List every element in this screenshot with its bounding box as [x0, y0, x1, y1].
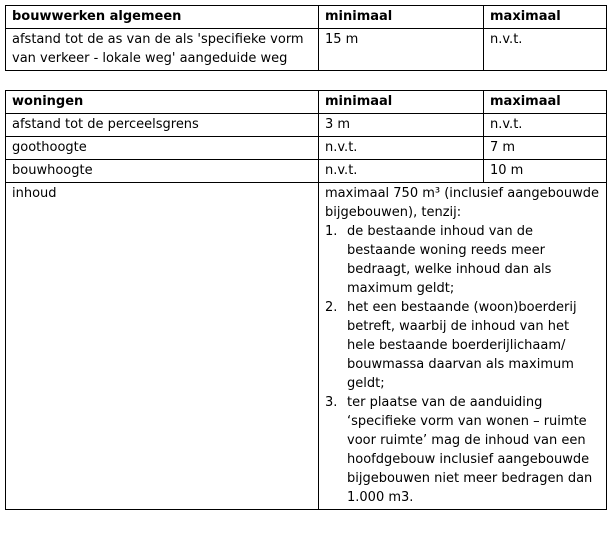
table-header-row	[6, 6, 607, 29]
row-label-bouwhoogte: bouwhoogte	[6, 160, 319, 183]
table-bouwwerken-algemeen	[5, 5, 607, 71]
row-label-afstand-lokale-weg: afstand tot de as van de als 'specifieke vorm van verkeer - lokale weg' aangeduide weg	[6, 29, 319, 71]
column-header-bouwwerken-algemeen: bouwwerken algemeen	[6, 6, 319, 29]
inhoud-list-item	[325, 393, 600, 507]
row-label-goothoogte: goothoogte	[6, 137, 319, 160]
inhoud-list-item	[325, 222, 600, 298]
column-header-woningen: woningen	[6, 91, 319, 114]
table-header-row	[6, 91, 607, 114]
cell-maximaal-value: 7 m	[484, 137, 607, 160]
cell-minimaal-value: 15 m	[319, 29, 484, 71]
list-item-text: het een bestaande (woon)boerderij betreft, waarbij de inhoud van het hele bestaande boerderijlichaam/ bouwmassa daarvan als maximum geldt;	[347, 300, 577, 391]
inhoud-intro-text: maximaal 750 m³ (inclusief aangebouwde bijgebouwen), tenzij:	[325, 186, 599, 220]
table-row	[6, 29, 607, 71]
cell-minimaal-value: 3 m	[319, 114, 484, 137]
cell-minimaal-value: n.v.t.	[319, 137, 484, 160]
cell-maximaal-value: n.v.t.	[484, 114, 607, 137]
row-label-inhoud: inhoud	[6, 183, 319, 510]
column-header-minimaal: minimaal	[319, 6, 484, 29]
list-item-number: 1.	[325, 224, 338, 239]
inhoud-value-cell	[319, 183, 607, 510]
list-item-number: 3.	[325, 395, 338, 410]
cell-maximaal-value: n.v.t.	[484, 29, 607, 71]
list-item-text: de bestaande inhoud van de bestaande woning reeds meer bedraagt, welke inhoud dan als maximum geldt;	[347, 224, 552, 296]
table-row	[6, 114, 607, 137]
column-header-minimaal: minimaal	[319, 91, 484, 114]
cell-minimaal-value: n.v.t.	[319, 160, 484, 183]
list-item-text: ter plaatse van de aanduiding ‘specifieke vorm van wonen – ruimte voor ruimte’ mag de inhoud van een hoofdgebouw inclusief aangebouwde bijgebouwen niet meer bedragen dan 1.000 m3.	[347, 395, 593, 505]
table-row-inhoud	[6, 183, 607, 510]
cell-maximaal-value: 10 m	[484, 160, 607, 183]
column-header-maximaal: maximaal	[484, 6, 607, 29]
row-label-afstand-perceelsgrens: afstand tot de perceelsgrens	[6, 114, 319, 137]
inhoud-list-item	[325, 298, 600, 393]
table-woningen	[5, 90, 607, 510]
column-header-maximaal: maximaal	[484, 91, 607, 114]
list-item-number: 2.	[325, 300, 338, 315]
table-row	[6, 160, 607, 183]
table-row	[6, 137, 607, 160]
